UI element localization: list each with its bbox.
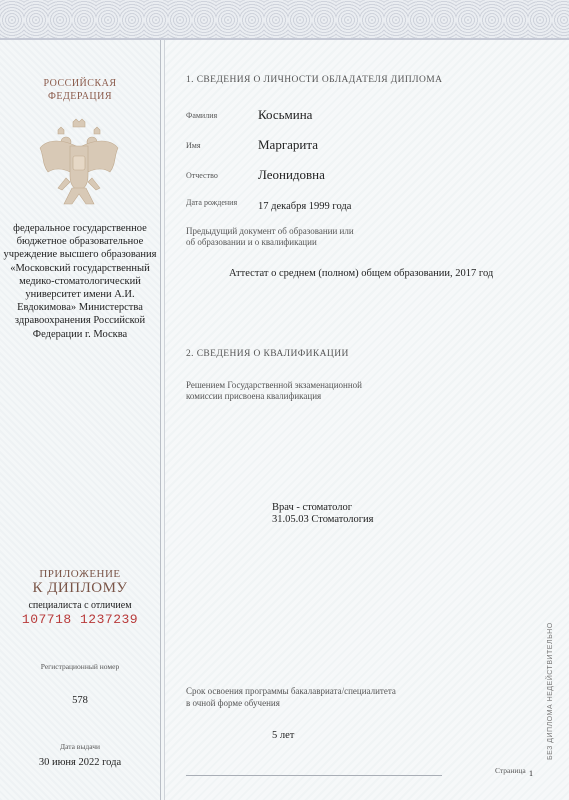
surname-label: Фамилия	[186, 111, 218, 120]
top-ornament-border	[0, 0, 569, 40]
qualification-title: Врач - стоматолог	[272, 502, 353, 513]
name-label: Имя	[186, 141, 201, 150]
appendix-title-diploma: К ДИПЛОМУ	[32, 580, 128, 596]
country-name: РОССИЙСКАЯ ФЕДЕРАЦИЯ	[43, 78, 117, 102]
birthdate-label: Дата рождения	[186, 198, 238, 207]
vertical-validity-note: БЕЗ ДИПЛОМА НЕДЕЙСТВИТЕЛЬНО	[547, 622, 554, 760]
prev-doc-value: Аттестат о среднем (полном) общем образовании, 2017 год	[229, 268, 494, 279]
duration-label-line1: Срок освоения программы бакалавриата/специалитета	[186, 686, 396, 696]
surname-value: Косьмина	[258, 107, 313, 122]
duration-value: 5 лет	[272, 730, 295, 741]
registration-number: 578	[72, 695, 88, 706]
issue-date-label: Дата выдачи	[59, 742, 101, 751]
registration-label: Регистрационный номер	[40, 662, 120, 671]
qualification-specialty: 31.05.03 Стоматология	[272, 514, 374, 525]
emblem-icon	[36, 118, 122, 210]
decision-line1: Решением Государственной экзаменационной	[186, 380, 362, 390]
organization-name: федеральное государственное бюджетное образовательное учреждение высшего образования «Московский государственный медико-стоматологический университет имени А.И. Евдокимова» Министерства здравоохранения Российской Федерации г. Москва	[3, 223, 157, 340]
column-divider	[160, 40, 161, 800]
issue-date: 30 июня 2022 года	[38, 757, 122, 768]
decision-line2: комиссии присвоена квалификация	[186, 391, 322, 401]
appendix-subtitle: специалиста с отличием	[28, 600, 132, 611]
qualification-section-title: 2. СВЕДЕНИЯ О КВАЛИФИКАЦИИ	[186, 349, 349, 359]
personal-section-title: 1. СВЕДЕНИЯ О ЛИЧНОСТИ ОБЛАДАТЕЛЯ ДИПЛОМА	[186, 75, 443, 85]
birthdate-value: 17 декабря 1999 года	[258, 201, 352, 212]
patronymic-label: Отчество	[186, 171, 218, 180]
prev-doc-label-line2: об образовании и о квалификации	[186, 237, 317, 247]
page-label: Страница	[495, 766, 526, 775]
patronymic-value: Леонидовна	[258, 167, 325, 182]
duration-label-line2: в очной форме обучения	[186, 698, 280, 708]
column-divider-secondary	[164, 40, 165, 800]
name-value: Маргарита	[258, 137, 318, 152]
serial-number: 107718 1237239	[21, 612, 139, 627]
page-number: 1	[529, 769, 533, 778]
bottom-line	[186, 775, 442, 776]
prev-doc-label-line1: Предыдущий документ об образовании или	[186, 226, 354, 236]
appendix-title: ПРИЛОЖЕНИЕ	[39, 568, 121, 580]
